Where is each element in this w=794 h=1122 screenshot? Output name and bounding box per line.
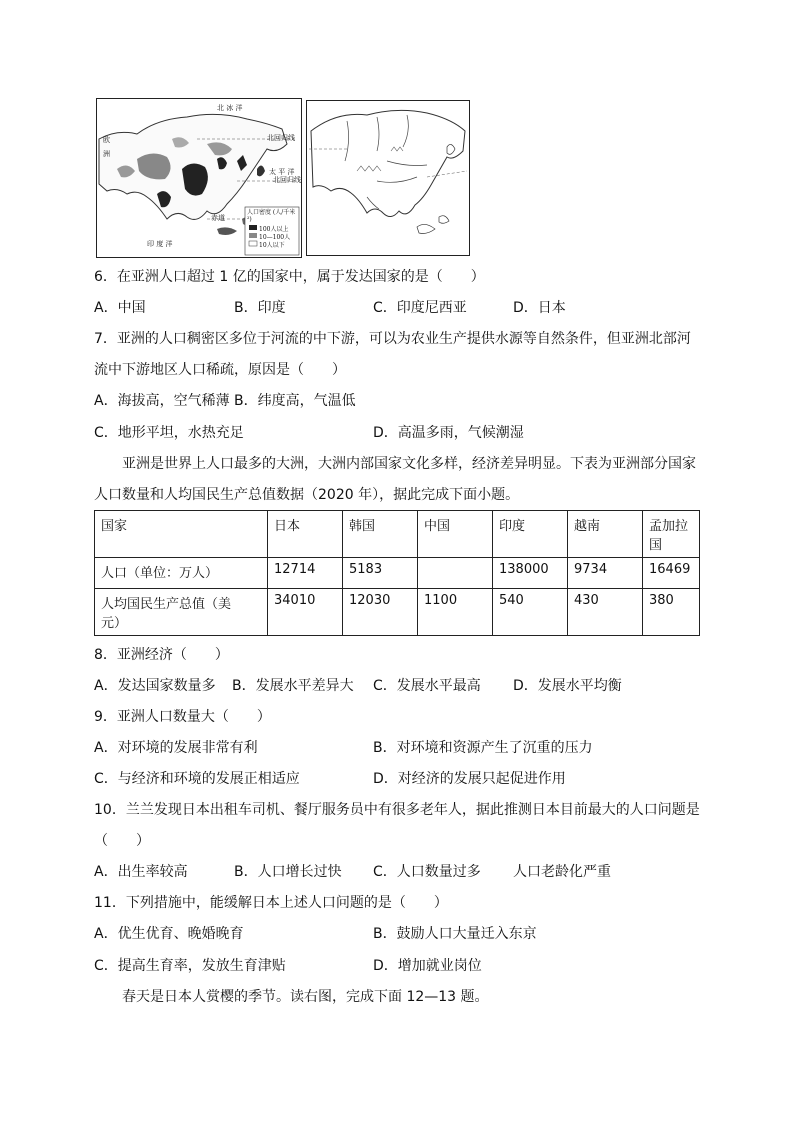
q10-stem-line2: （ ） xyxy=(94,833,150,849)
q11-stem: 11．下列措施中，能缓解日本上述人口问题的是（ ） xyxy=(94,895,448,911)
q6-option-a[interactable]: A．中国 xyxy=(94,300,146,316)
table-cell: 12030 xyxy=(343,589,418,636)
intro-paragraph-line1: 亚洲是世界上人口最多的大洲，大洲内部国家文化多样，经济差异明显。下表为亚洲部分国家 xyxy=(122,456,696,472)
q10-stem-line1: 10．兰兰发现日本出租车司机、餐厅服务员中有很多老年人，据此推测日本目前最大的人口问题是 xyxy=(94,802,700,818)
table-row-population xyxy=(95,558,700,589)
table-cell: 138000 xyxy=(493,558,568,589)
map-label-europe-2: 洲 xyxy=(103,150,110,158)
q7-option-a[interactable]: A．海拔高，空气稀薄 xyxy=(94,393,230,409)
q9-stem: 9．亚洲人口数量大（ ） xyxy=(94,709,271,725)
table-header-cell: 印度 xyxy=(493,511,568,558)
table-cell: 430 xyxy=(568,589,643,636)
intro-paragraph-2: 春天是日本人赏樱的季节。读右图，完成下面 12—13 题。 xyxy=(122,989,489,1005)
q7-option-b[interactable]: B．纬度高，气温低 xyxy=(234,393,356,409)
table-header-cell: 日本 xyxy=(268,511,343,558)
table-header-cell: 越南 xyxy=(568,511,643,558)
table-cell: 5183 xyxy=(343,558,418,589)
q10-option-d[interactable]: 人口老龄化严重 xyxy=(513,864,611,880)
q8-option-d[interactable]: D．发展水平均衡 xyxy=(513,678,622,694)
q9-option-a[interactable]: A．对环境的发展非常有利 xyxy=(94,740,258,756)
q8-option-c[interactable]: C．发展水平最高 xyxy=(373,678,481,694)
asia-outline-map-svg xyxy=(307,101,469,255)
table-header-cell: 孟加拉国 xyxy=(643,511,700,558)
table-cell xyxy=(95,589,268,636)
q7-stem-line1: 7．亚洲的人口稠密区多位于河流的中下游，可以为农业生产提供水源等自然条件，但亚洲北部河 xyxy=(94,331,691,347)
q6-option-b[interactable]: B．印度 xyxy=(234,300,286,316)
map-label-arctic: 北 冰 洋 xyxy=(217,104,243,112)
table-cell: 34010 xyxy=(268,589,343,636)
asia-outline-map xyxy=(306,100,470,256)
q7-option-c[interactable]: C．地形平坦，水热充足 xyxy=(94,425,244,441)
q7-option-d[interactable]: D．高温多雨，气候潮湿 xyxy=(373,425,524,441)
q7-stem-line2: 流中下游地区人口稀疏，原因是（ ） xyxy=(94,362,346,378)
table-cell: 9734 xyxy=(568,558,643,589)
table-cell: 1100 xyxy=(418,589,493,636)
map-label-europe-1: 欧 xyxy=(103,136,110,144)
q10-option-a[interactable]: A．出生率较高 xyxy=(94,864,188,880)
q10-option-c[interactable]: C．人口数量过多 xyxy=(373,864,481,880)
legend-item-mid: 10—100人 xyxy=(259,234,291,241)
gdp-label-line2: 元） xyxy=(101,616,128,631)
q11-option-a[interactable]: A．优生优育、晚婚晚育 xyxy=(94,926,244,942)
map-label-tropic-1: 北回归线 xyxy=(267,134,295,142)
table-header-cell: 中国 xyxy=(418,511,493,558)
map-label-pacific: 太 平 洋 xyxy=(269,168,295,176)
q10-option-b[interactable]: B．人口增长过快 xyxy=(234,864,342,880)
q11-option-b[interactable]: B．鼓励人口大量迁入东京 xyxy=(373,926,537,942)
legend-title: 人口密度 (人/千米²) xyxy=(247,209,296,223)
table-cell: 380 xyxy=(643,589,700,636)
q6-option-d[interactable]: D．日本 xyxy=(513,300,566,316)
table-row-gdp xyxy=(95,589,700,636)
q6-stem: 6．在亚洲人口超过 1 亿的国家中，属于发达国家的是（ ） xyxy=(94,269,485,285)
table-header-cell: 韩国 xyxy=(343,511,418,558)
legend-item-high: 100人以上 xyxy=(259,226,289,233)
q11-option-c[interactable]: C．提高生育率，发放生育津贴 xyxy=(94,958,286,974)
gdp-label-line1: 人均国民生产总值（美 xyxy=(101,597,232,612)
table-cell: 16469 xyxy=(643,558,700,589)
table-header-row xyxy=(95,511,700,558)
map-label-tropic-2: 北回归线 xyxy=(273,176,301,184)
map-label-equator: 赤道 xyxy=(211,214,225,222)
q9-option-b[interactable]: B．对环境和资源产生了沉重的压力 xyxy=(373,740,593,756)
table-cell: 12714 xyxy=(268,558,343,589)
q8-stem: 8．亚洲经济（ ） xyxy=(94,647,229,663)
q6-option-c[interactable]: C．印度尼西亚 xyxy=(373,300,467,316)
legend-item-low: 10人以下 xyxy=(259,242,285,249)
table-cell xyxy=(418,558,493,589)
map-label-indian-ocean: 印 度 洋 xyxy=(147,240,173,248)
population-density-map xyxy=(96,98,302,258)
table-cell: 人口（单位：万人） xyxy=(95,558,268,589)
q8-option-a[interactable]: A．发达国家数量多 xyxy=(94,678,216,694)
q9-option-c[interactable]: C．与经济和环境的发展正相适应 xyxy=(94,771,300,787)
table-header-cell: 国家 xyxy=(95,511,268,558)
q11-option-d[interactable]: D．增加就业岗位 xyxy=(373,958,482,974)
intro-paragraph-line2: 人口数量和人均国民生产总值数据（2020 年），据此完成下面小题。 xyxy=(94,487,520,503)
table-cell: 540 xyxy=(493,589,568,636)
q8-option-b[interactable]: B．发展水平差异大 xyxy=(232,678,354,694)
population-gdp-table xyxy=(94,510,700,636)
q9-option-d[interactable]: D．对经济的发展只起促进作用 xyxy=(373,771,566,787)
